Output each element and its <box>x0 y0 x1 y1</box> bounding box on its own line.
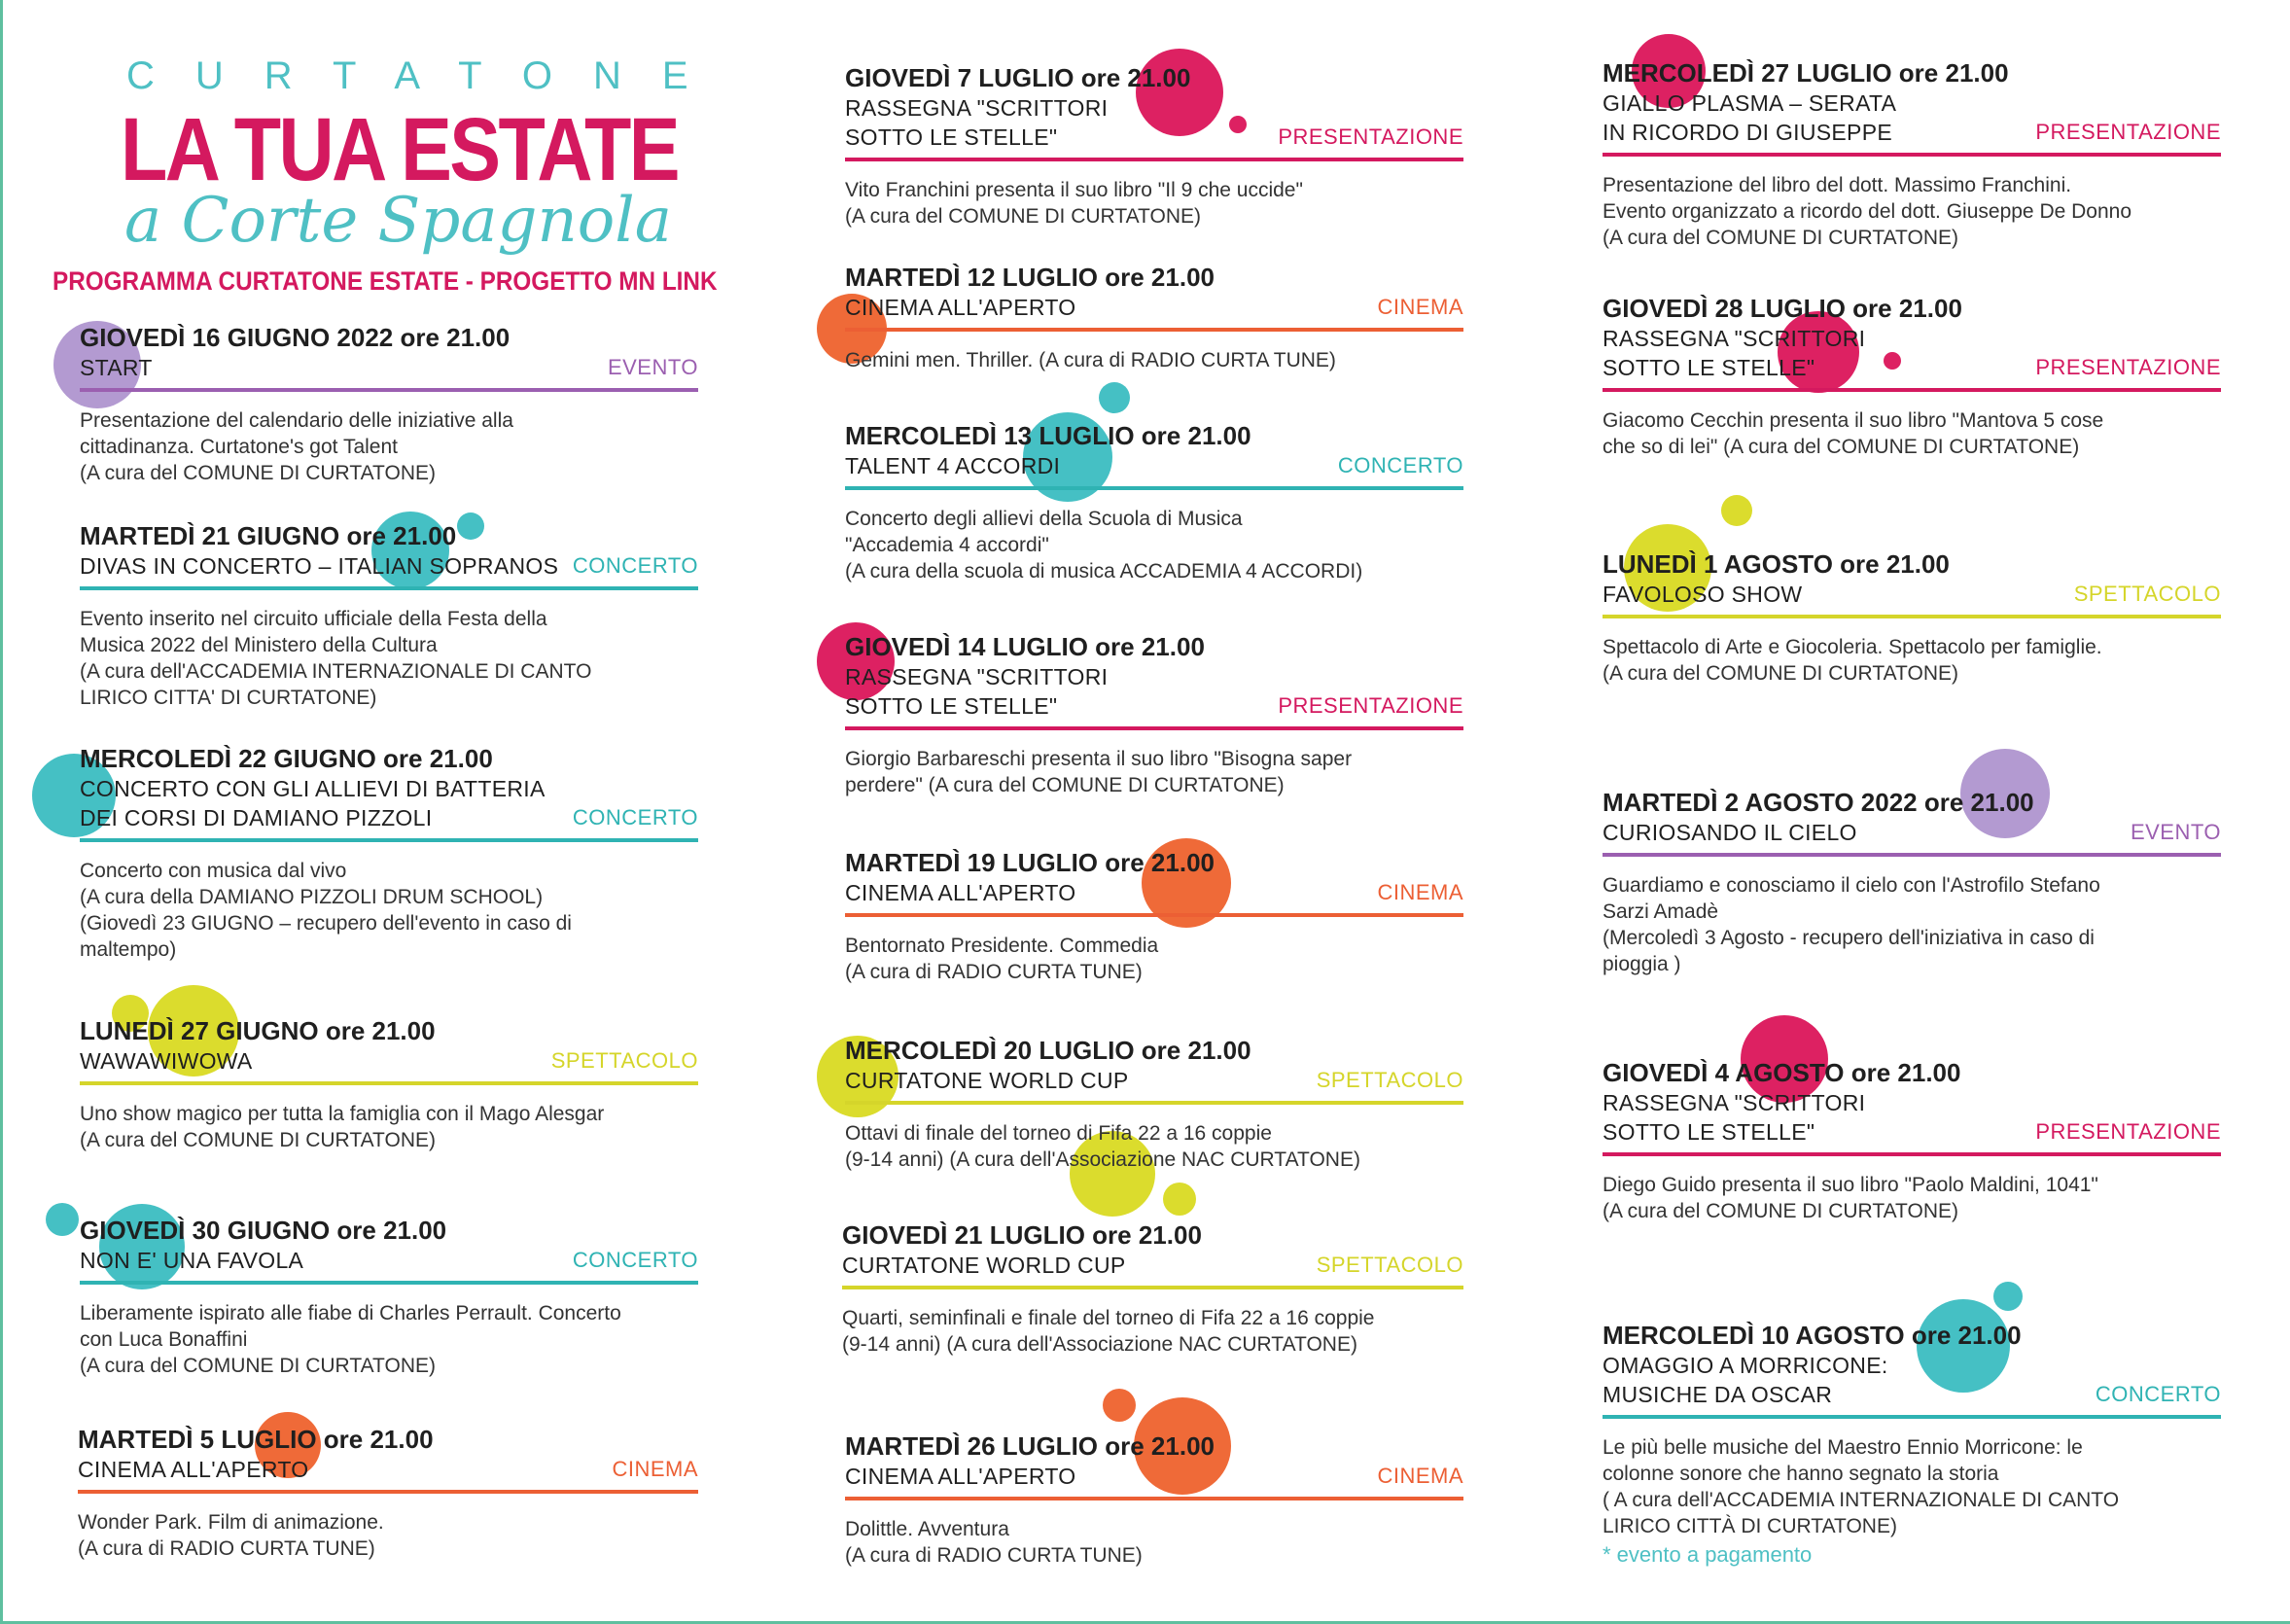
event-category: SPETTACOLO <box>1316 1253 1463 1277</box>
event-item <box>845 1036 1463 1173</box>
event-divider <box>845 726 1463 730</box>
event-date: MERCOLEDÌ 10 AGOSTO ore 21.00 <box>1603 1321 2022 1350</box>
event-description-line: Bentornato Presidente. Commedia <box>845 935 1159 957</box>
event-item <box>80 744 698 963</box>
event-category: CONCERTO <box>572 805 698 830</box>
event-description-line: (Mercoledì 3 Agosto - recupero dell'iniziativa in caso di <box>1603 927 2095 949</box>
event-description-line: Gemini men. Thriller. (A cura di RADIO CURTA TUNE) <box>845 349 1336 371</box>
event-divider <box>80 1081 698 1085</box>
event-description <box>845 347 1463 373</box>
event-description-line: Vito Franchini presenta il suo libro "Il 9 che uccide" <box>845 179 1303 201</box>
event-description-line: Spettacolo di Arte e Giocoleria. Spettacolo per famiglie. <box>1603 636 2102 658</box>
header <box>49 51 749 294</box>
event-description-line: "Accademia 4 accordi" <box>845 534 1049 556</box>
event-category: CONCERTO <box>572 553 698 578</box>
event-description <box>80 858 698 963</box>
event-date: MARTEDÌ 19 LUGLIO ore 21.00 <box>845 848 1215 877</box>
event-description-line: Presentazione del libro del dott. Massimo Franchini. <box>1603 174 2072 196</box>
event-category: PRESENTAZIONE <box>1278 124 1463 149</box>
event-header <box>78 1425 698 1484</box>
page-edge-left <box>0 0 3 1624</box>
event-divider <box>1603 615 2221 618</box>
event-description-line: Wonder Park. Film di animazione. <box>78 1511 384 1534</box>
event-title-line2: SOTTO LE STELLE" <box>1603 1119 1815 1145</box>
event-header <box>842 1220 1463 1280</box>
event-title: TALENT 4 ACCORDI <box>845 453 1061 478</box>
event-description <box>80 606 698 711</box>
event-item <box>80 1216 698 1379</box>
event-description-line: pioggia ) <box>1603 953 1681 975</box>
event-description-line: (A cura del COMUNE DI CURTATONE) <box>1603 662 1959 685</box>
event-description-line: Sarzi Amadè <box>1603 900 1719 923</box>
decorative-dot <box>1721 495 1752 526</box>
event-header <box>80 744 698 832</box>
event-item <box>80 323 698 486</box>
event-date: GIOVEDÌ 16 GIUGNO 2022 ore 21.00 <box>80 323 511 352</box>
event-description <box>1603 872 2221 977</box>
event-item <box>1603 294 2221 460</box>
event-item <box>845 263 1463 373</box>
event-description-line: che so di lei" (A cura del COMUNE DI CURTATONE) <box>1603 436 2080 458</box>
event-title: RASSEGNA "SCRITTORI <box>845 664 1109 689</box>
event-header <box>845 63 1463 152</box>
event-header <box>1603 58 2221 147</box>
event-title: CINEMA ALL'APERTO <box>845 295 1076 320</box>
event-description-line: Giorgio Barbareschi presenta il suo libro "Bisogna saper <box>845 748 1353 770</box>
event-item <box>845 63 1463 229</box>
event-header <box>80 323 698 382</box>
event-description-line: Concerto con musica dal vivo <box>80 860 347 882</box>
event-title-line2: MUSICHE DA OSCAR <box>1603 1382 1833 1407</box>
event-description-line: Musica 2022 del Ministero della Cultura <box>80 634 438 656</box>
event-divider <box>80 388 698 392</box>
event-category: PRESENTAZIONE <box>2035 355 2221 379</box>
event-description-line: Giacomo Cecchin presenta il suo libro "Mantova 5 cose <box>1603 409 2104 432</box>
event-title: GIALLO PLASMA – SERATA <box>1603 90 1897 116</box>
event-category: CONCERTO <box>1337 453 1463 477</box>
event-divider <box>845 158 1463 161</box>
event-title: OMAGGIO A MORRICONE: <box>1603 1353 1888 1378</box>
event-description-line: Uno show magico per tutta la famiglia con il Mago Alesgar <box>80 1103 605 1125</box>
event-divider <box>845 1497 1463 1500</box>
event-description-line: Evento inserito nel circuito ufficiale della Festa della <box>80 608 547 630</box>
event-description-line: Dolittle. Avventura <box>845 1518 1009 1540</box>
event-description-line: LIRICO CITTÀ DI CURTATONE) <box>1603 1515 1897 1537</box>
event-title: RASSEGNA "SCRITTORI <box>1603 326 1866 351</box>
program-title: PROGRAMMA CURTATONE ESTATE - PROGETTO MN LINK <box>53 266 718 296</box>
event-description-line: cittadinanza. Curtatone's got Talent <box>80 436 398 458</box>
event-header <box>80 521 698 581</box>
event-date: MERCOLEDÌ 20 LUGLIO ore 21.00 <box>845 1036 1251 1065</box>
event-header <box>845 421 1463 480</box>
event-title: CINEMA ALL'APERTO <box>845 1464 1076 1489</box>
event-date: MARTEDÌ 12 LUGLIO ore 21.00 <box>845 263 1215 292</box>
event-header <box>80 1216 698 1275</box>
decorative-dot <box>1163 1183 1196 1216</box>
event-description-line: Concerto degli allievi della Scuola di Musica <box>845 508 1243 530</box>
event-description <box>1603 407 2221 460</box>
event-item <box>845 632 1463 798</box>
event-description <box>842 1305 1463 1358</box>
event-item <box>1603 1058 2221 1224</box>
event-description <box>845 1120 1463 1173</box>
event-title: DIVAS IN CONCERTO – ITALIAN SOPRANOS <box>80 553 559 579</box>
event-divider <box>80 838 698 842</box>
event-description-line: (A cura dell'ACCADEMIA INTERNAZIONALE DI CANTO <box>80 660 592 683</box>
event-title: START <box>80 355 153 380</box>
event-item <box>1603 549 2221 687</box>
event-description-line: (9-14 anni) (A cura dell'Associazione NAC CURTATONE) <box>842 1333 1357 1356</box>
event-category: PRESENTAZIONE <box>1278 693 1463 718</box>
event-item <box>80 1016 698 1153</box>
event-item <box>845 421 1463 584</box>
decorative-dot <box>1993 1282 2023 1311</box>
event-description <box>78 1509 698 1562</box>
event-item <box>1603 1321 2221 1539</box>
event-divider <box>1603 388 2221 392</box>
event-category: CINEMA <box>1377 880 1463 904</box>
event-description-line: Ottavi di finale del torneo di Fifa 22 a 16 coppie <box>845 1122 1272 1145</box>
event-description-line: maltempo) <box>80 938 177 961</box>
event-divider <box>1603 853 2221 857</box>
event-description-line: Liberamente ispirato alle fiabe di Charles Perrault. Concerto <box>80 1302 621 1324</box>
main-title: LA TUA ESTATE <box>121 100 679 199</box>
event-divider <box>80 586 698 590</box>
event-title: CINEMA ALL'APERTO <box>845 880 1076 905</box>
event-description-line: Presentazione del calendario delle iniziative alla <box>80 409 513 432</box>
event-header <box>845 1036 1463 1095</box>
event-header <box>845 263 1463 322</box>
event-title: CURTATONE WORLD CUP <box>845 1068 1129 1093</box>
event-category: SPETTACOLO <box>550 1048 698 1073</box>
event-header <box>1603 1321 2221 1409</box>
event-header <box>1603 294 2221 382</box>
event-description-line: (A cura della DAMIANO PIZZOLI DRUM SCHOOL) <box>80 886 544 908</box>
event-category: PRESENTAZIONE <box>2035 1119 2221 1144</box>
event-description-line: ( A cura dell'ACCADEMIA INTERNAZIONALE DI CANTO <box>1603 1489 2120 1511</box>
event-description-line: perdere" (A cura del COMUNE DI CURTATONE) <box>845 774 1285 796</box>
event-item <box>845 1431 1463 1569</box>
event-date: MARTEDÌ 26 LUGLIO ore 21.00 <box>845 1431 1215 1461</box>
event-description-line: (A cura di RADIO CURTA TUNE) <box>78 1537 375 1560</box>
event-date: MARTEDÌ 2 AGOSTO 2022 ore 21.00 <box>1603 788 2034 817</box>
event-item <box>78 1425 698 1562</box>
event-description-line: (A cura di RADIO CURTA TUNE) <box>845 1544 1143 1567</box>
event-description-line: (Giovedì 23 GIUGNO – recupero dell'evento in caso di <box>80 912 572 935</box>
event-item <box>1603 58 2221 251</box>
event-header <box>1603 549 2221 609</box>
event-title: CINEMA ALL'APERTO <box>78 1457 309 1482</box>
event-date: MERCOLEDÌ 22 GIUGNO ore 21.00 <box>80 744 493 773</box>
decorative-dot <box>1103 1389 1136 1422</box>
event-date: GIOVEDÌ 4 AGOSTO ore 21.00 <box>1603 1058 1961 1087</box>
event-item <box>845 848 1463 985</box>
event-category: CINEMA <box>1377 295 1463 319</box>
event-title: RASSEGNA "SCRITTORI <box>845 95 1109 121</box>
event-category: CONCERTO <box>2095 1382 2221 1406</box>
event-divider <box>845 486 1463 490</box>
subtitle-script: a Corte Spagnola <box>124 185 672 257</box>
event-description-line: (A cura del COMUNE DI CURTATONE) <box>80 1355 437 1377</box>
event-divider <box>845 328 1463 332</box>
event-category: PRESENTAZIONE <box>2035 120 2221 144</box>
event-divider <box>845 913 1463 917</box>
event-date: MARTEDÌ 5 LUGLIO ore 21.00 <box>78 1425 434 1454</box>
event-date: GIOVEDÌ 28 LUGLIO ore 21.00 <box>1603 294 1962 323</box>
event-title-line2: IN RICORDO DI GIUSEPPE <box>1603 120 1892 145</box>
event-date: GIOVEDÌ 14 LUGLIO ore 21.00 <box>845 632 1205 661</box>
event-description-line: Le più belle musiche del Maestro Ennio Morricone: le <box>1603 1436 2083 1459</box>
event-description-line: (A cura di RADIO CURTA TUNE) <box>845 961 1143 983</box>
event-category: EVENTO <box>607 355 698 379</box>
event-title-line2: SOTTO LE STELLE" <box>1603 355 1815 380</box>
event-description-line: (A cura del COMUNE DI CURTATONE) <box>1603 1200 1959 1222</box>
event-description <box>80 1300 698 1379</box>
event-divider <box>1603 1152 2221 1156</box>
event-description <box>1603 172 2221 251</box>
event-description <box>1603 1434 2221 1539</box>
event-description <box>1603 634 2221 687</box>
event-date: LUNEDÌ 1 AGOSTO ore 21.00 <box>1603 549 1950 579</box>
event-divider <box>842 1286 1463 1289</box>
event-description-line: Guardiamo e conosciamo il cielo con l'Astrofilo Stefano <box>1603 874 2100 897</box>
event-description-line: Diego Guido presenta il suo libro "Paolo Maldini, 1041" <box>1603 1174 2098 1196</box>
event-divider <box>78 1490 698 1494</box>
event-date: MARTEDÌ 21 GIUGNO ore 21.00 <box>80 521 457 550</box>
event-description-line: Evento organizzato a ricordo del dott. Giuseppe De Donno <box>1603 200 2132 223</box>
event-description-line: (A cura della scuola di musica ACCADEMIA 4 ACCORDI) <box>845 560 1363 583</box>
event-category: CINEMA <box>1377 1464 1463 1488</box>
event-title: CONCERTO CON GLI ALLIEVI DI BATTERIA <box>80 776 546 801</box>
event-description-line: (9-14 anni) (A cura dell'Associazione NAC CURTATONE) <box>845 1148 1360 1171</box>
event-description <box>845 177 1463 229</box>
event-title: NON E' UNA FAVOLA <box>80 1248 304 1273</box>
event-title: CURTATONE WORLD CUP <box>842 1253 1126 1278</box>
event-description-line: (A cura del COMUNE DI CURTATONE) <box>80 462 437 484</box>
event-description-line: con Luca Bonaffini <box>80 1328 248 1351</box>
event-title: FAVOLOSO SHOW <box>1603 582 1803 607</box>
event-divider <box>1603 1415 2221 1419</box>
event-item <box>842 1220 1463 1358</box>
event-header <box>1603 1058 2221 1147</box>
event-date: GIOVEDÌ 7 LUGLIO ore 21.00 <box>845 63 1191 92</box>
event-description-line: Quarti, seminfinali e finale del torneo di Fifa 22 a 16 coppie <box>842 1307 1375 1329</box>
event-header <box>845 1431 1463 1491</box>
event-title-line2: DEI CORSI DI DAMIANO PIZZOLI <box>80 805 433 830</box>
event-divider <box>1603 153 2221 157</box>
event-description <box>80 407 698 486</box>
event-date: MERCOLEDÌ 27 LUGLIO ore 21.00 <box>1603 58 2009 88</box>
event-description <box>845 1516 1463 1569</box>
event-description-line: (A cura del COMUNE DI CURTATONE) <box>845 205 1202 228</box>
event-description-line: (A cura del COMUNE DI CURTATONE) <box>1603 227 1959 249</box>
decorative-dot <box>46 1203 79 1236</box>
event-description-line: LIRICO CITTA' DI CURTATONE) <box>80 687 377 709</box>
event-item <box>80 521 698 711</box>
event-title-line2: SOTTO LE STELLE" <box>845 693 1058 719</box>
event-date: MERCOLEDÌ 13 LUGLIO ore 21.00 <box>845 421 1251 450</box>
event-title: WAWAWIWOWA <box>80 1048 253 1074</box>
footnote: * evento a pagamento <box>1603 1542 1813 1567</box>
decorative-dot <box>1099 382 1130 413</box>
event-title: CURIOSANDO IL CIELO <box>1603 820 1857 845</box>
event-date: GIOVEDÌ 21 LUGLIO ore 21.00 <box>842 1220 1202 1250</box>
event-divider <box>845 1101 1463 1105</box>
event-category: CONCERTO <box>572 1248 698 1272</box>
event-description <box>80 1101 698 1153</box>
brand-name: CURTATONE <box>126 54 729 97</box>
event-header <box>1603 788 2221 847</box>
event-item <box>1603 788 2221 977</box>
event-description-line: (A cura del COMUNE DI CURTATONE) <box>80 1129 437 1151</box>
event-title-line2: SOTTO LE STELLE" <box>845 124 1058 150</box>
event-category: CINEMA <box>612 1457 698 1481</box>
event-header <box>845 848 1463 907</box>
event-title: RASSEGNA "SCRITTORI <box>1603 1090 1866 1115</box>
event-description <box>845 746 1463 798</box>
event-category: SPETTACOLO <box>2073 582 2221 606</box>
event-description <box>845 933 1463 985</box>
event-header <box>845 632 1463 721</box>
event-description <box>845 506 1463 584</box>
event-category: EVENTO <box>2130 820 2221 844</box>
event-description <box>1603 1172 2221 1224</box>
event-divider <box>80 1281 698 1285</box>
event-category: SPETTACOLO <box>1316 1068 1463 1092</box>
event-date: GIOVEDÌ 30 GIUGNO ore 21.00 <box>80 1216 447 1245</box>
event-header <box>80 1016 698 1076</box>
event-date: LUNEDÌ 27 GIUGNO ore 21.00 <box>80 1016 436 1045</box>
event-description-line: colonne sonore che hanno segnato la storia <box>1603 1463 1999 1485</box>
